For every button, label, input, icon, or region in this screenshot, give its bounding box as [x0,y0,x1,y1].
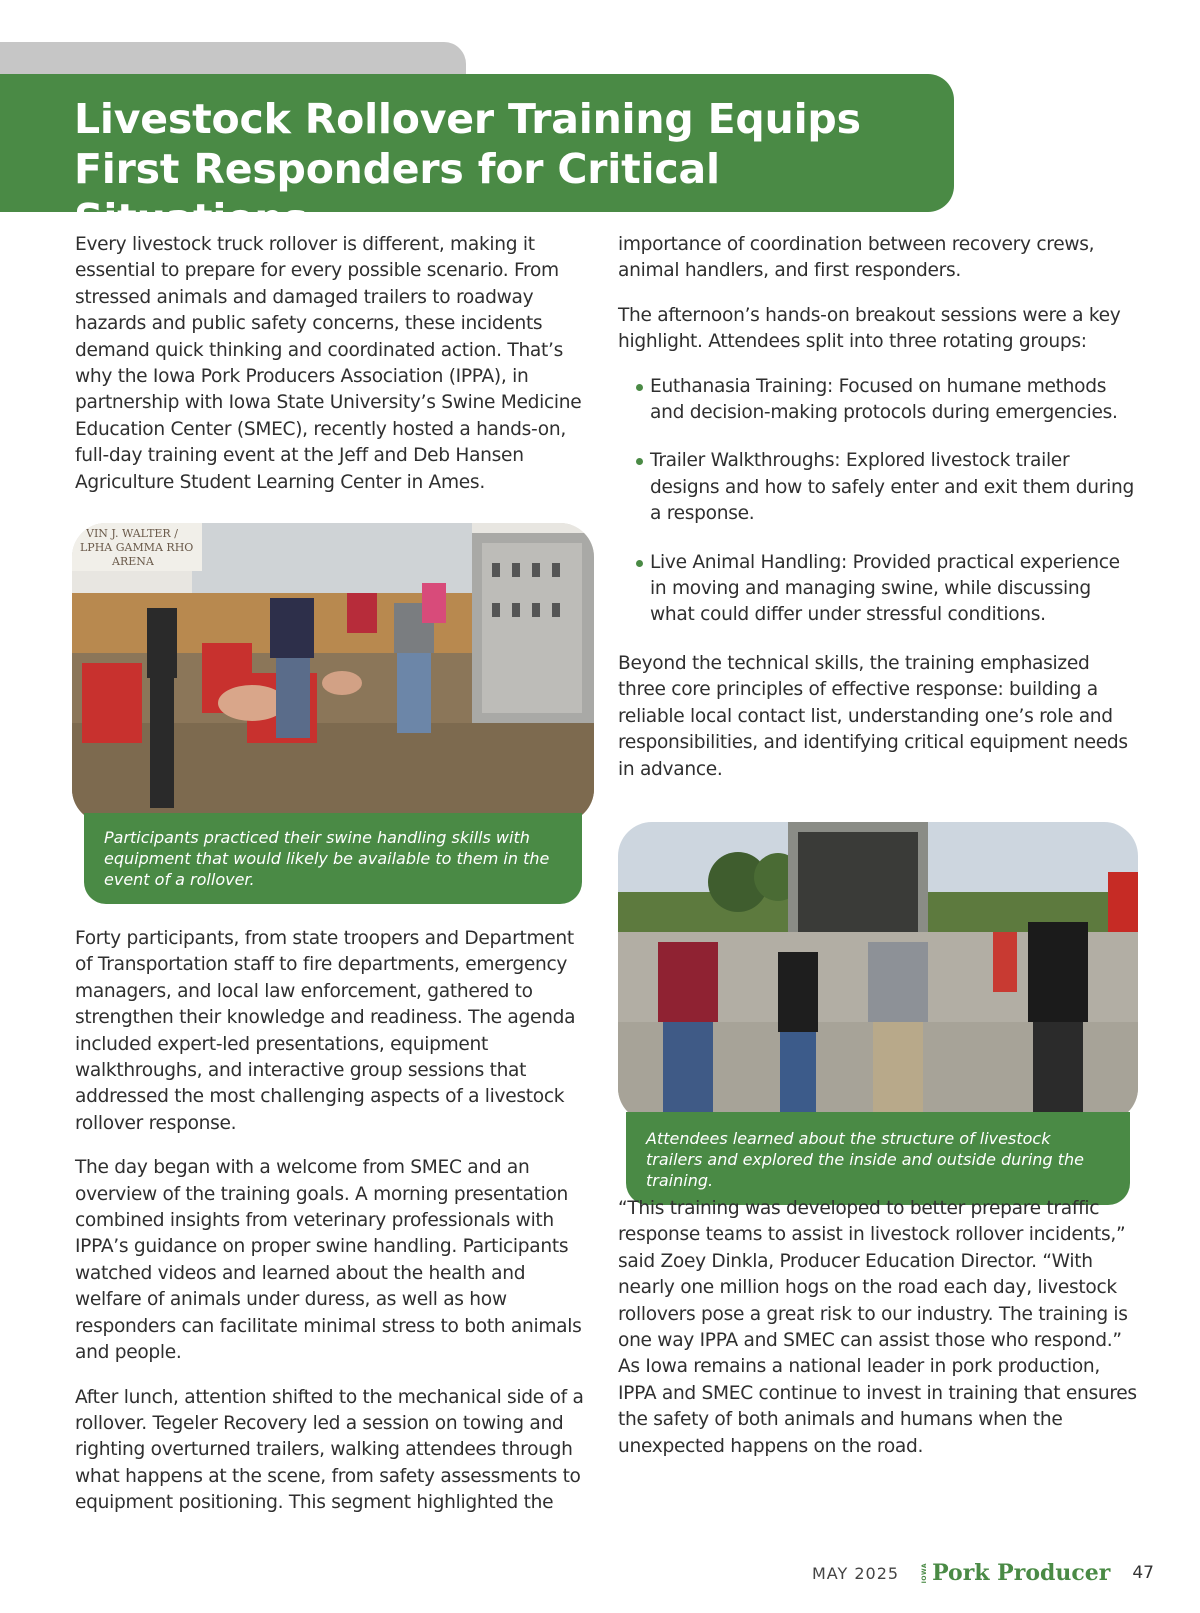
bullet-dot [636,384,643,391]
list-item: Live Animal Handling: Provided practical experience in moving and managing swine, while discussing what could differ under stressful conditions. [636,550,1138,629]
bullet-dot [636,458,643,465]
photo1-caption-text: Participants practiced their swine handling skills with equipment that would likely be available to them in the event of a rollover. [104,828,550,889]
page-footer [812,1560,1154,1586]
arena-photo-illustration [72,523,594,823]
breakout-list [636,374,1138,629]
list-item: Trailer Walkthroughs: Explored livestock trailer designs and how to safely enter and exit them during a response. [636,448,1138,527]
breakout-paragraph: The afternoon’s hands-on breakout sessions were a key highlight. Attendees split into three rotating groups: [618,304,1121,353]
intro-paragraph: Every livestock truck rollover is different, making it essential to prepare for every possible scenario. From stressed animals and damaged trailers to roadway hazards and public safety concerns, these incidents demand quick thinking and coordinated action. That’s why the Iowa Pork Producers Association (IPPA), in partnership with Iowa State University’s Swine Medicine Education Center (SMEC), recently hosted a hands-on, full-day training event at the Jeff and Deb Hansen Agriculture Student Learning Center in Ames. [75,234,582,493]
afternoon-paragraph: After lunch, attention shifted to the mechanical side of a rollover. Tegeler Recovery led a session on towing and righting overturned trailers, walking attendees through what happens at the scene, from safety assessments to equipment positioning. This segment highlighted the [75,1386,584,1514]
sign-line-3: ARENA [112,555,154,568]
logo-text: Pork Producer [932,1560,1111,1586]
right-column-lower [618,1196,1138,1478]
page-number: 47 [1132,1563,1154,1583]
sign-line-2: LPHA GAMMA RHO [80,541,194,554]
photo1-caption [84,813,582,904]
trailer-photo-illustration [618,822,1138,1122]
left-column [75,232,585,514]
list-item: Euthanasia Training: Focused on humane methods and decision-making protocols during emergencies. [636,374,1138,427]
quote-paragraph: “This training was developed to better prepare traffic response teams to assist in livestock rollover incidents,” said Zoey Dinkla, Producer Education Director. “With nearly one million hogs on the road each day, livestock rollovers pose a great risk to our industry. The training is one way IPPA and SMEC can assist those who respond.” As Iowa remains a national leader in pork production, IPPA and SMEC continue to invest in training that ensures the safety of both animals and humans when the unexpected happens on the road. [618,1198,1137,1457]
title-line-1: Livestock Rollover Training Equips [74,95,861,143]
principles-paragraph: Beyond the technical skills, the training emphasized three core principles of effective response: building a reliable local contact list, understanding one’s role and responsibilities, and identifying critical equipment needs in advance. [618,652,1128,780]
bullet-dot [636,560,643,567]
right-column [618,232,1138,801]
photo2-caption [626,1112,1130,1205]
publication-logo [921,1560,1110,1586]
title-banner [0,74,954,243]
participants-paragraph: Forty participants, from state troopers and Department of Transportation staff to fire departments, emergency managers, and local law enforcement, gathered to strengthen their knowledge and readiness. The agenda included expert-led presentations, equipment walkthroughs, and interactive group sessions that addressed the most challenging aspects of a livestock rollover response. [75,928,576,1134]
title-line-2: First Responders for Critical Situations [74,145,720,243]
coordination-paragraph: importance of coordination between recovery crews, animal handlers, and first responders. [618,234,1095,282]
morning-paragraph: The day began with a welcome from SMEC and an overview of the training goals. A morning presentation combined insights from veterinary professionals with IPPA’s guidance on proper swine handling. Participants watched videos and learned about the health and welfare of animals under duress, as well as how responders can facilitate minimal stress to both animals and people. [75,1157,582,1364]
photo2-caption-text: Attendees learned about the structure of livestock trailers and explored the inside and outside during the training. [646,1129,1084,1190]
trailer-photo [618,822,1138,1122]
issue-date: MAY 2025 [811,1563,900,1583]
left-column-lower [75,926,585,1535]
sign-line-1: VIN J. WALTER / [86,527,178,540]
arena-photo [72,523,594,823]
logo-small-text: IOWA [921,1562,929,1584]
